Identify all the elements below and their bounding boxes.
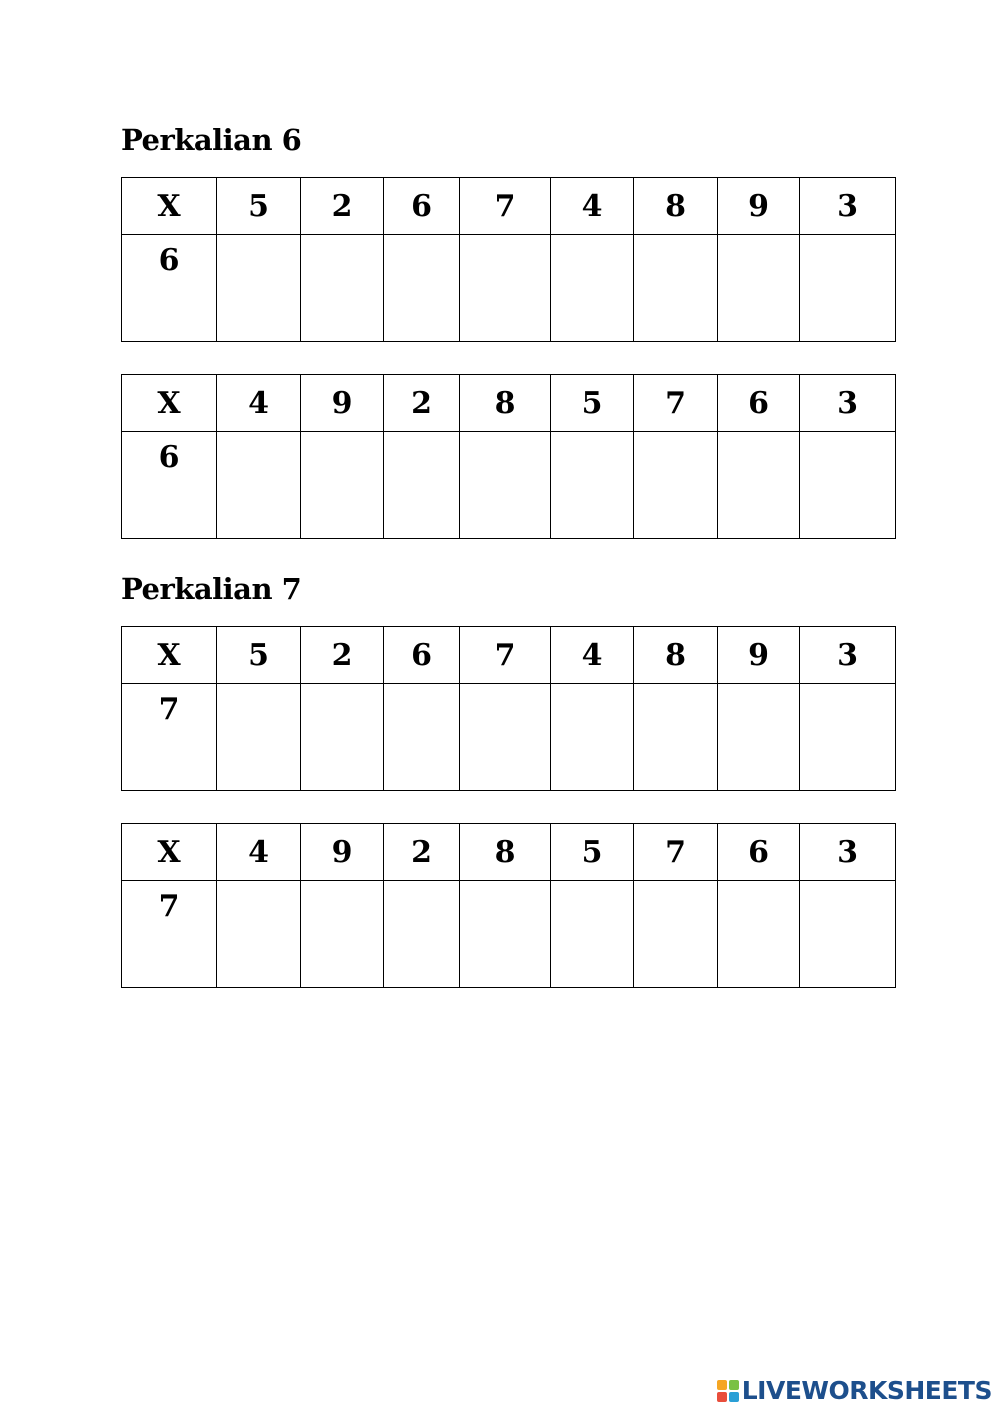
factor-cell: 6 <box>122 235 217 342</box>
answer-cell[interactable] <box>217 684 301 791</box>
header-cell: 5 <box>217 627 301 684</box>
multiplication-table <box>121 823 896 988</box>
answer-row <box>122 684 896 791</box>
answer-cell[interactable] <box>634 432 718 539</box>
answer-cell[interactable] <box>551 684 634 791</box>
header-cell: 7 <box>634 375 718 432</box>
header-cell: 6 <box>718 824 800 881</box>
liveworksheets-brand <box>717 1378 992 1403</box>
factor-cell: 7 <box>122 684 217 791</box>
corner-cell: X <box>122 375 217 432</box>
header-cell: 2 <box>384 375 460 432</box>
factor-cell: 7 <box>122 881 217 988</box>
header-row <box>122 824 896 881</box>
answer-cell[interactable] <box>800 432 896 539</box>
answer-cell[interactable] <box>718 235 800 342</box>
header-cell: 8 <box>634 178 718 235</box>
header-cell: 8 <box>460 375 551 432</box>
header-cell: 3 <box>800 824 896 881</box>
header-cell: 7 <box>460 627 551 684</box>
header-cell: 6 <box>384 627 460 684</box>
answer-cell[interactable] <box>634 235 718 342</box>
factor-cell: 6 <box>122 432 217 539</box>
answer-cell[interactable] <box>384 881 460 988</box>
header-cell: 2 <box>301 627 384 684</box>
answer-row <box>122 881 896 988</box>
answer-cell[interactable] <box>551 881 634 988</box>
answer-cell[interactable] <box>718 881 800 988</box>
header-cell: 5 <box>551 375 634 432</box>
header-cell: 6 <box>718 375 800 432</box>
answer-row <box>122 432 896 539</box>
answer-cell[interactable] <box>301 684 384 791</box>
answer-cell[interactable] <box>800 684 896 791</box>
header-cell: 8 <box>634 627 718 684</box>
answer-cell[interactable] <box>634 684 718 791</box>
answer-cell[interactable] <box>551 432 634 539</box>
answer-cell[interactable] <box>301 881 384 988</box>
answer-cell[interactable] <box>800 881 896 988</box>
logo-square <box>717 1392 727 1402</box>
liveworksheets-logo-icon <box>717 1380 739 1402</box>
section-title-perkalian-7: Perkalian 7 <box>121 572 302 606</box>
header-cell: 4 <box>217 824 301 881</box>
corner-cell: X <box>122 824 217 881</box>
header-cell: 2 <box>384 824 460 881</box>
answer-cell[interactable] <box>217 881 301 988</box>
header-cell: 2 <box>301 178 384 235</box>
corner-cell: X <box>122 178 217 235</box>
answer-cell[interactable] <box>460 684 551 791</box>
answer-cell[interactable] <box>384 684 460 791</box>
answer-cell[interactable] <box>800 235 896 342</box>
header-cell: 9 <box>301 824 384 881</box>
answer-cell[interactable] <box>301 235 384 342</box>
logo-square <box>717 1380 727 1390</box>
header-cell: 5 <box>217 178 301 235</box>
header-cell: 9 <box>718 178 800 235</box>
answer-cell[interactable] <box>301 432 384 539</box>
header-cell: 5 <box>551 824 634 881</box>
logo-square <box>729 1380 739 1390</box>
answer-cell[interactable] <box>551 235 634 342</box>
corner-cell: X <box>122 627 217 684</box>
header-cell: 4 <box>551 178 634 235</box>
header-cell: 7 <box>460 178 551 235</box>
section-title-perkalian-6: Perkalian 6 <box>121 123 302 157</box>
answer-cell[interactable] <box>460 432 551 539</box>
header-cell: 3 <box>800 375 896 432</box>
answer-cell[interactable] <box>718 684 800 791</box>
header-cell: 9 <box>301 375 384 432</box>
header-row <box>122 375 896 432</box>
multiplication-table <box>121 374 896 539</box>
answer-row <box>122 235 896 342</box>
answer-cell[interactable] <box>217 432 301 539</box>
header-cell: 7 <box>634 824 718 881</box>
answer-cell[interactable] <box>217 235 301 342</box>
brand-name: LIVEWORKSHEETS <box>741 1376 992 1405</box>
header-row <box>122 178 896 235</box>
header-cell: 3 <box>800 178 896 235</box>
header-cell: 9 <box>718 627 800 684</box>
answer-cell[interactable] <box>460 235 551 342</box>
header-cell: 4 <box>217 375 301 432</box>
multiplication-table <box>121 626 896 791</box>
answer-cell[interactable] <box>634 881 718 988</box>
header-cell: 6 <box>384 178 460 235</box>
logo-square <box>729 1392 739 1402</box>
answer-cell[interactable] <box>718 432 800 539</box>
header-cell: 4 <box>551 627 634 684</box>
answer-cell[interactable] <box>460 881 551 988</box>
multiplication-table <box>121 177 896 342</box>
answer-cell[interactable] <box>384 235 460 342</box>
header-cell: 3 <box>800 627 896 684</box>
header-cell: 8 <box>460 824 551 881</box>
header-row <box>122 627 896 684</box>
answer-cell[interactable] <box>384 432 460 539</box>
